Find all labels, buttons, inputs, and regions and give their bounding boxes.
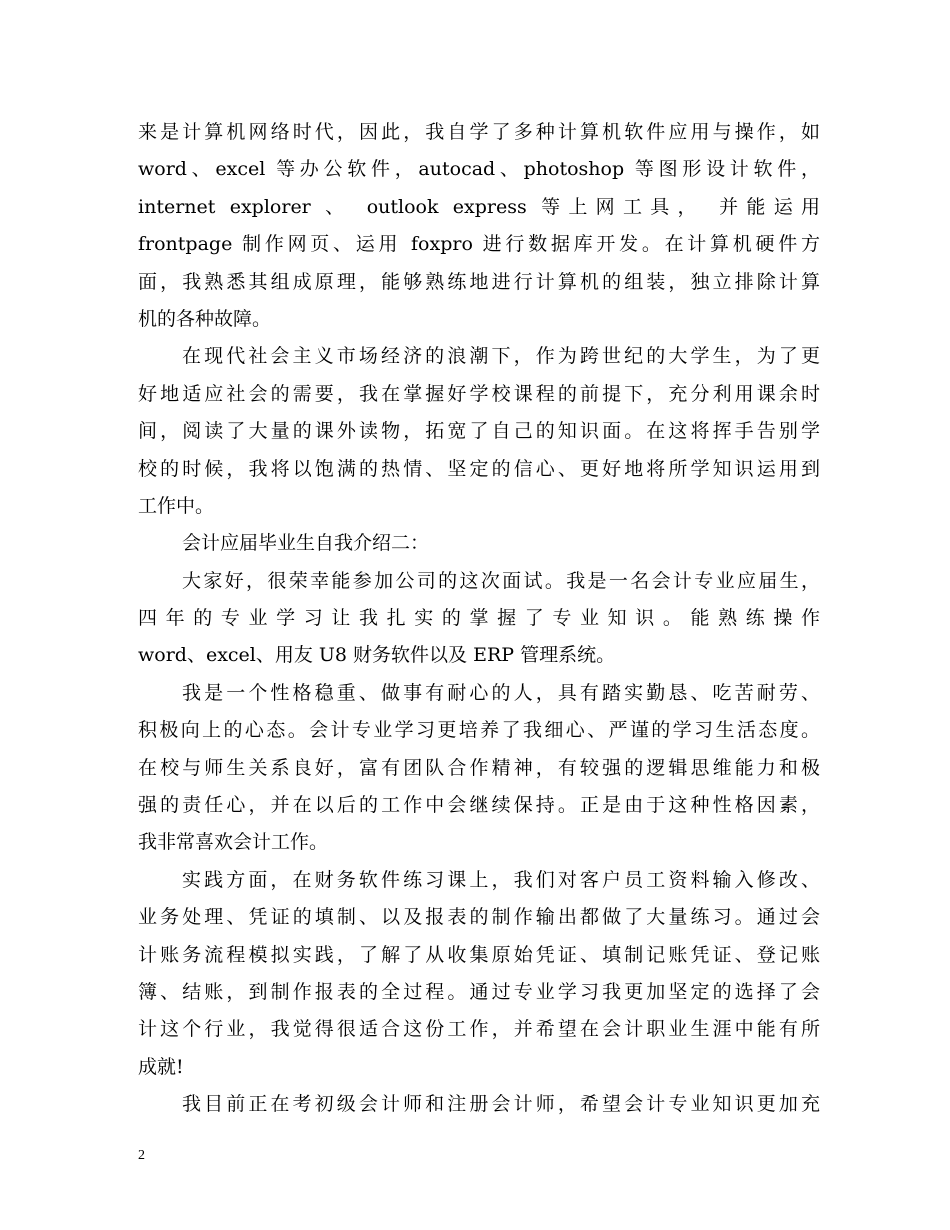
text-line: 成就!	[138, 1055, 184, 1078]
text-line: 校的时候，我将以饱满的热情、坚定的信心、更好地将所学知识运用到	[138, 457, 820, 480]
text-line: 来是计算机网络时代，因此，我自学了多种计算机软件应用与操作，如	[138, 121, 820, 143]
text-line: frontpage 制作网页、运用 foxpro 进行数据库开发。在计算机硬件方	[138, 233, 820, 256]
section-heading: 会计应届毕业生自我介绍二：	[182, 532, 430, 555]
text-line: 计账务流程模拟实践，了解了从收集原始凭证、填制记账凭证、登记账	[138, 943, 820, 966]
paragraph-first-line: 我是一个性格稳重、做事有耐心的人，具有踏实勤恳、吃苦耐劳、	[182, 681, 820, 704]
document-body	[138, 114, 820, 1124]
text-line: 间，阅读了大量的课外读物，拓宽了自己的知识面。在这将挥手告别学	[138, 420, 820, 443]
text-line: 面，我熟悉其组成原理，能够熟练地进行计算机的组装，独立排除计算	[138, 270, 820, 293]
text-line: word、excel、用友 U8 财务软件以及 ERP 管理系统。	[138, 644, 616, 667]
text-line: 在校与师生关系良好，富有团队合作精神，有较强的逻辑思维能力和极	[138, 756, 820, 779]
text-line: word、excel 等办公软件，autocad、photoshop 等图形设计软件，	[138, 158, 820, 181]
text-line: 四年的专业学习让我扎实的掌握了专业知识。能熟练操作	[138, 607, 820, 630]
paragraph-first-line: 实践方面，在财务软件练习课上，我们对客户员工资料输入修改、	[182, 868, 820, 891]
text-line: 工作中。	[138, 494, 215, 517]
text-line: 强的责任心，并在以后的工作中会继续保持。正是由于这种性格因素，	[138, 794, 820, 817]
text-line: 簿、结账，到制作报表的全过程。通过专业学习我更加坚定的选择了会	[138, 980, 820, 1003]
text-line: 我非常喜欢会计工作。	[138, 831, 329, 854]
text-line: internet explorer 、 outlook express 等上网工具， 并能运用	[138, 195, 820, 218]
paragraph-first-line: 大家好，很荣幸能参加公司的这次面试。我是一名会计专业应届生，	[182, 569, 820, 592]
text-line: 计这个行业，我觉得很适合这份工作，并希望在会计职业生涯中能有所	[138, 1018, 820, 1041]
text-line: 好地适应社会的需要，我在掌握好学校课程的前提下，充分利用课余时	[138, 382, 820, 405]
page-number: 2	[138, 1148, 145, 1163]
paragraph-first-line: 我目前正在考初级会计师和注册会计师，希望会计专业知识更加充	[182, 1093, 820, 1116]
text-line: 机的各种故障。	[138, 307, 272, 330]
paragraph-first-line: 在现代社会主义市场经济的浪潮下，作为跨世纪的大学生，为了更	[182, 345, 820, 368]
text-line: 业务处理、凭证的填制、以及报表的制作输出都做了大量练习。通过会	[138, 906, 820, 929]
text-line: 积极向上的心态。会计专业学习更培养了我细心、严谨的学习生活态度。	[138, 719, 820, 742]
